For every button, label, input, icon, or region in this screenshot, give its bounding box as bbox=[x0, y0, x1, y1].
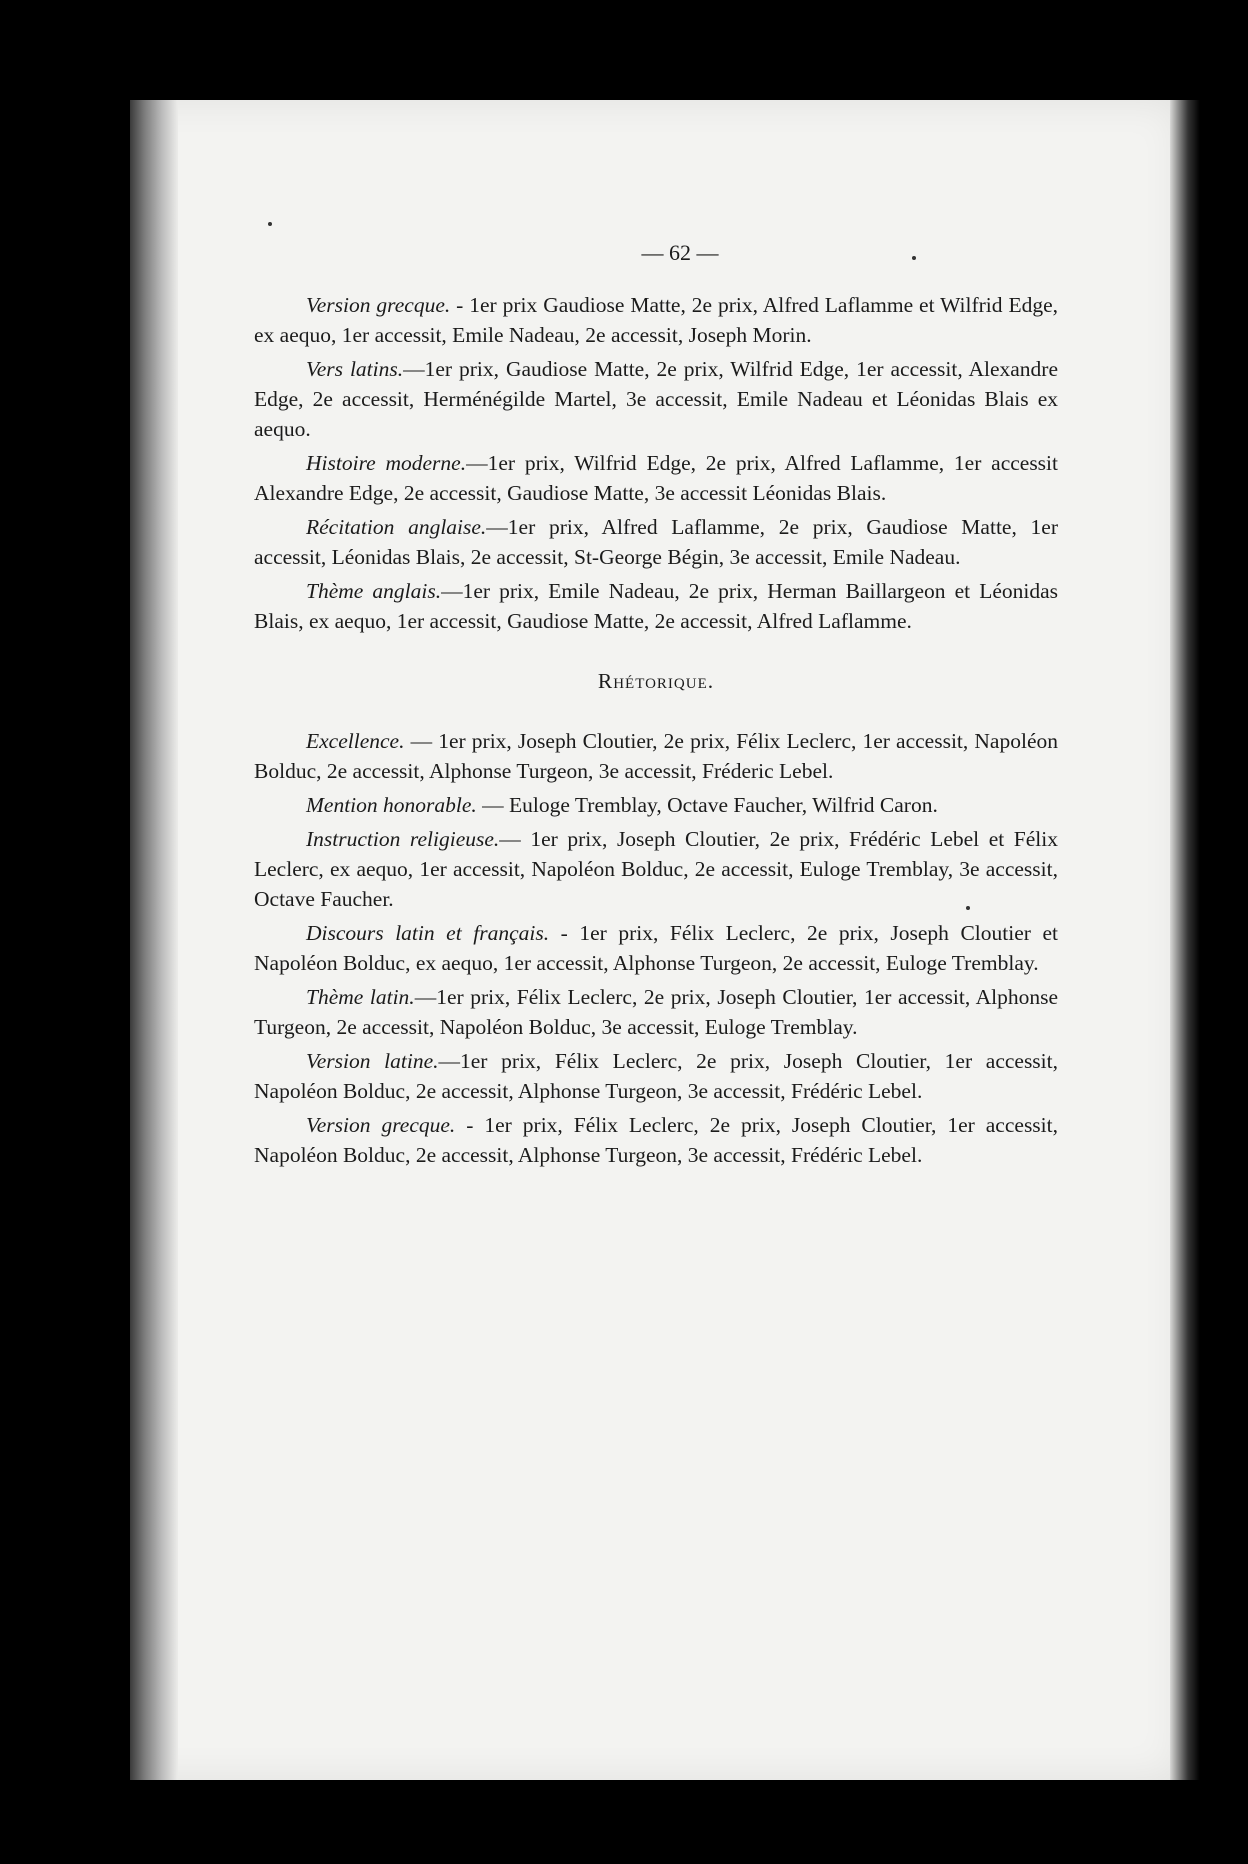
paragraph-lead: Histoire moderne. bbox=[306, 451, 467, 475]
paragraph bbox=[254, 790, 1058, 820]
paragraph bbox=[254, 448, 1058, 508]
paragraph bbox=[254, 824, 1058, 914]
paragraph-text: - 1er prix, Félix Leclerc, 2e prix, Joseph Cloutier et Napoléon Bolduc, ex aequo, 1er accessit, Alphonse Turgeon, 2e accessit, Euloge Tremblay. bbox=[254, 921, 1058, 975]
paragraph-lead: Vers latins. bbox=[306, 357, 404, 381]
paragraph bbox=[254, 512, 1058, 572]
paragraph-lead: Version grecque. bbox=[306, 1113, 456, 1137]
paragraph-lead: Discours latin et français. bbox=[306, 921, 550, 945]
paragraph-text: —1er prix, Wilfrid Edge, 2e prix, Alfred Laflamme, 1er accessit Alexandre Edge, 2e accessit, Gaudiose Matte, 3e accessit Léonidas Blais. bbox=[254, 451, 1058, 505]
paragraph-text: —1er prix, Félix Leclerc, 2e prix, Joseph Cloutier, 1er accessit, Alphonse Turgeon, 2e accessit, Napoléon Bolduc, 3e accessit, Euloge Tremblay. bbox=[254, 985, 1058, 1039]
paragraph-lead: Excellence. bbox=[306, 729, 405, 753]
paragraph-lead: Thème anglais. bbox=[306, 579, 442, 603]
paragraph bbox=[254, 918, 1058, 978]
paragraph-text: — Euloge Tremblay, Octave Faucher, Wilfrid Caron. bbox=[476, 793, 938, 817]
paragraph-text: —1er prix, Emile Nadeau, 2e prix, Herman Baillargeon et Léonidas Blais, ex aequo, 1er accessit, Gaudiose Matte, 2e accessit, Alfred Laflamme. bbox=[254, 579, 1058, 633]
paragraph bbox=[254, 982, 1058, 1042]
paragraph-lead: Récitation anglaise. bbox=[306, 515, 487, 539]
paragraph bbox=[254, 354, 1058, 444]
scan-speck bbox=[268, 222, 272, 226]
paragraph bbox=[254, 726, 1058, 786]
paragraph-lead: Mention honorable. bbox=[306, 793, 477, 817]
page-right-edge bbox=[1170, 100, 1200, 1780]
paragraph bbox=[254, 576, 1058, 636]
paragraph-lead: Instruction religieuse. bbox=[306, 827, 500, 851]
paragraph-text: —1er prix, Félix Leclerc, 2e prix, Joseph Cloutier, 1er accessit, Napoléon Bolduc, 2e accessit, Alphonse Turgeon, 3e accessit, Frédéric Lebel. bbox=[254, 1049, 1059, 1103]
page-body bbox=[254, 290, 1059, 1174]
page-binding-gutter bbox=[130, 100, 178, 1780]
paragraph bbox=[254, 1046, 1058, 1106]
scan-speck bbox=[912, 256, 916, 260]
paragraph-lead: Version latine. bbox=[306, 1049, 439, 1073]
paragraph bbox=[254, 290, 1058, 350]
paragraph-lead: Thème latin. bbox=[306, 985, 415, 1009]
paragraph-text: - 1er prix, Félix Leclerc, 2e prix, Joseph Cloutier, 1er accessit, Napoléon Bolduc, 2e accessit, Alphonse Turgeon, 3e accessit, Frédéric Lebel. bbox=[254, 1113, 1058, 1167]
paragraphs-after bbox=[254, 726, 1059, 1170]
paragraph-text: — 1er prix, Joseph Cloutier, 2e prix, Frédéric Lebel et Félix Leclerc, ex aequo, 1er accessit, Napoléon Bolduc, 2e accessit, Euloge Tremblay, 3e accessit, Octave Faucher. bbox=[254, 827, 1058, 911]
section-title: Rhétorique. bbox=[597, 669, 715, 693]
paragraph-text: - 1er prix Gaudiose Matte, 2e prix, Alfred Laflamme et Wilfrid Edge, ex aequo, 1er accessit, Emile Nadeau, 2e accessit, Joseph Morin. bbox=[254, 293, 1058, 347]
paragraph-text: —1er prix, Gaudiose Matte, 2e prix, Wilfrid Edge, 1er accessit, Alexandre Edge, 2e accessit, Herménégilde Martel, 3e accessit, Emile Nadeau et Léonidas Blais ex aequo. bbox=[254, 357, 1058, 441]
paragraph-text: —1er prix, Alfred Laflamme, 2e prix, Gaudiose Matte, 1er accessit, Léonidas Blais, 2e accessit, St-George Bégin, 3e accessit, Emile Nadeau. bbox=[254, 515, 1058, 569]
page-number: — 62 — bbox=[641, 240, 719, 265]
paragraphs-before bbox=[254, 290, 1058, 636]
paragraph-text: — 1er prix, Joseph Cloutier, 2e prix, Félix Leclerc, 1er accessit, Napoléon Bolduc, 2e accessit, Alphonse Turgeon, 3e accessit, Fréderic Lebel. bbox=[254, 729, 1058, 783]
paragraph-lead: Version grecque. bbox=[306, 293, 451, 317]
paragraph bbox=[254, 1110, 1058, 1170]
